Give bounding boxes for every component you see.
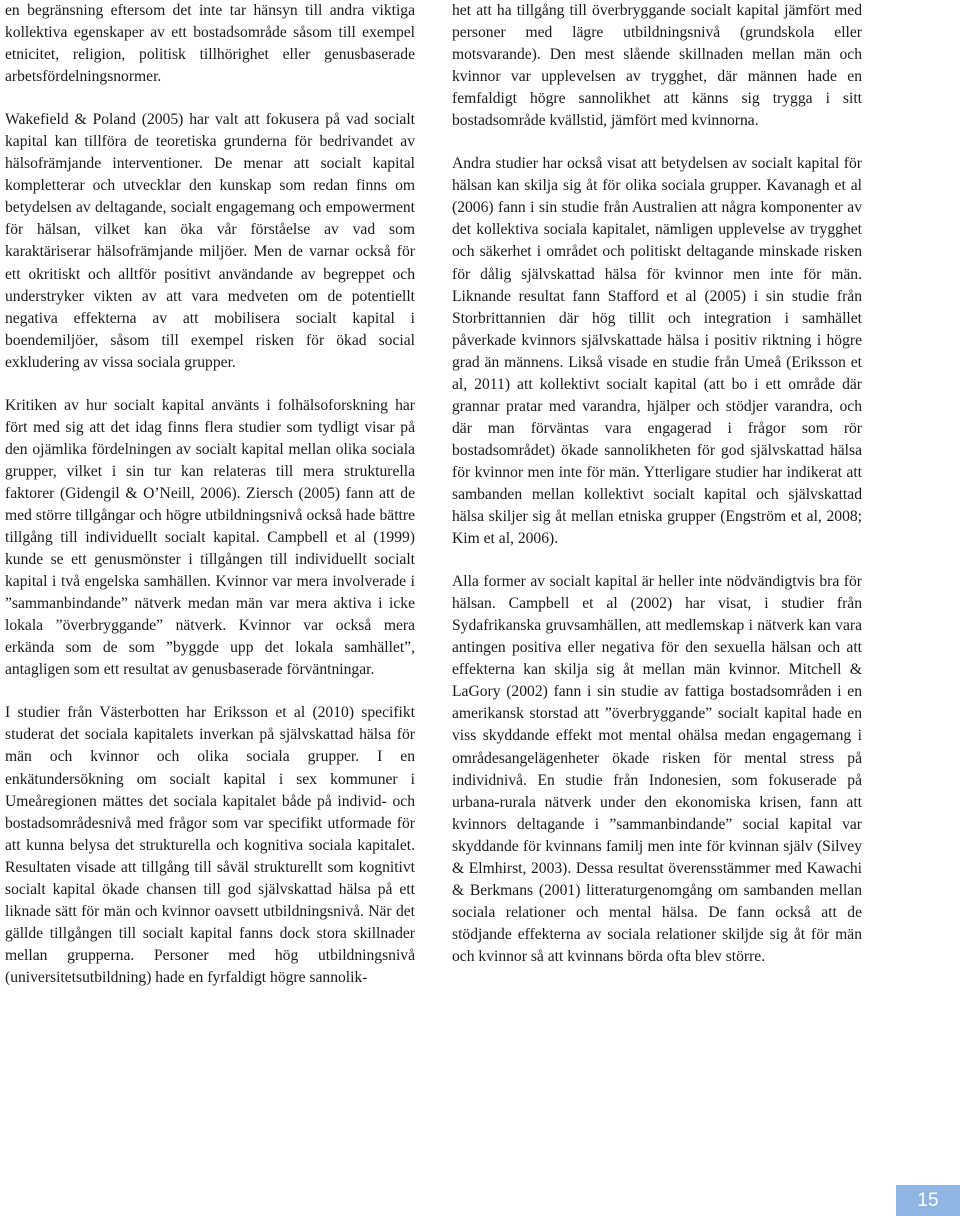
body-paragraph: en begränsning eftersom det inte tar hänsyn till andra viktiga kollektiva egenskaper av ett bostadsområde såsom till exempel etnicitet, religion, politisk tillhörighet eller genusbaserade arbetsfördelningsnormer. xyxy=(5,2,415,86)
right-text-column xyxy=(452,0,862,989)
body-paragraph: Kritiken av hur socialt kapital använts i folhälsoforskning har fört med sig att det idag finns flera studier som tydligt visar på den ojämlika fördelningen av socialt kapital mellan olika sociala grupper, vilket i sin tur kan relateras till mera strukturella faktorer (Gidengil & O’Neill, 2006). Ziersch (2005) fann att de med större tillgångar och högre utbildningsnivå också hade bättre tillgång till individuellt socialt kapital. Campbell et al (1999) kunde se ett genusmönster i tillgången till individuellt socialt kapital i två engelska samhällen. Kvinnor var mera involverade i ”sammanbindande” nätverk medan män var mera aktiva i icke lokala ”överbryggande” nätverk. Kvinnor var också mera erkända som de som ”byggde upp det lokala samhället”, antagligen som ett resultat av genusbaserade förväntningar. xyxy=(5,396,415,679)
page-number-badge: 15 xyxy=(896,1185,960,1216)
body-paragraph: I studier från Västerbotten har Eriksson et al (2010) specifikt studerat det sociala kapitalets inverkan på självskattad hälsa för män och kvinnor och olika sociala grupper. I en enkätundersökning om socialt kapital i sex kommuner i Umeåregionen mättes det sociala kapitalet både på individ- och bostadsområdesnivå med frågor som var specifikt utformade för att kunna belysa det strukturella och kognitiva sociala kapitalet. Resultaten visade att tillgång till såväl strukturellt som kognitivt socialt kapital ökade chansen till god självskattad hälsa på ett liknade sätt för män och kvinnor oavsett utbildningsnivå. När det gällde tillgången till socialt kapital fanns dock stora skillnader mellan grupperna. Personer med hög utbildningsnivå (universitetsutbildning) hade en fyrfaldigt högre sannolik- xyxy=(5,704,415,986)
body-paragraph: Wakefield & Poland (2005) har valt att fokusera på vad socialt kapital kan tillföra de teoretiska grunderna för bedrivandet av hälsofrämjande interventioner. De menar att socialt kapital kompletterar och utvecklar den kunskap som redan finns om betydelsen av deltagande, socialt engagemang och empowerment för hälsan, vilket kan öka vår förståelse av vad som karaktäriserar hälsofrämjande miljöer. Men de varnar också för ett okritiskt och alltför positivt användande av begreppet och understryker vikten av att vara medveten om de potentiellt negativa effekterna av att mobilisera socialt kapital i boendemiljöer, såsom till exempel risken för ökad social exkludering av vissa sociala grupper. xyxy=(5,111,415,371)
body-paragraph: het att ha tillgång till överbryggande socialt kapital jämfört med personer med lägre utbildningsnivå (grundskola eller motsvarande). Den mest slående skillnaden mellan män och kvinnor var upplevelsen av trygghet, där männen hade en femfaldigt högre sannolikhet att känns sig trygga i sitt bostadsområde kvällstid, jämfört med kvinnorna. xyxy=(452,2,862,130)
body-paragraph: Alla former av socialt kapital är heller inte nödvändigtvis bra för hälsan. Campbell et al (2002) har visat, i studier från Sydafrikanska gruvsamhällen, att medlemskap i nätverk kan vara antingen positiva eller negativa för den sexuella hälsan och att effekterna kan skilja sig åt mellan män kvinnor. Mitchell & LaGory (2002) fann i sin studie av fattiga bostadsområden i en amerikansk storstad att ”överbryggande” socialt kapital hade en viss skyddande effekt mot mental ohälsa medan engagemang i områdesangelägenheter ökade risken för mental stress på individnivå. En studie från Indonesien, som fokuserade på urbana-rurala nätverk under den ekonomiska krisen, fann att kvinnors deltagande i ”sammanbindande” social kapital var skyddande för kvinnans familj men inte för kvinnan själv (Silvey & Elmhirst, 2003). Dessa resultat överensstämmer med Kawachi & Berkmans (2001) litteraturgenomgång om sambanden mellan sociala relationer och mental hälsa. De fann också att de stödjande effekterna av sociala relationer skiljde sig åt för män och kvinnor så att kvinnans börda ofta blev större. xyxy=(452,573,862,965)
left-text-column xyxy=(5,0,415,1010)
body-paragraph: Andra studier har också visat att betydelsen av socialt kapital för hälsan kan skilja sig åt för olika sociala grupper. Kavanagh et al (2006) fann i sin studie från Australien att några komponenter av det kollektiva sociala kapitalet, nämligen upplevelse av trygghet och säkerhet i området och politiskt deltagande minskade risken för dålig självskattad hälsa för kvinnor men inte för män. Liknande resultat fann Stafford et al (2005) i sin studie från Storbrittannien där hög tillit och integration i samhället påverkade kvinnors självskattade hälsa i positiv riktning i högre grad än männens. Likså visade en studie från Umeå (Eriksson et al, 2011) att kollektivt socialt kapital (att bo i ett område där grannar pratar med varandra, hjälper och stödjer varandra, och där man förväntas vara engagerad i frågor som rör bostadsområdet) ökade sannolikheten för god självskattad hälsa för kvinnor men inte för män. Ytterligare studier har indikerat att sambanden mellan kollektivt socialt kapital och självskattad hälsa skiljer sig åt mellan etniska grupper (Engström et al, 2008; Kim et al, 2006). xyxy=(452,155,862,548)
